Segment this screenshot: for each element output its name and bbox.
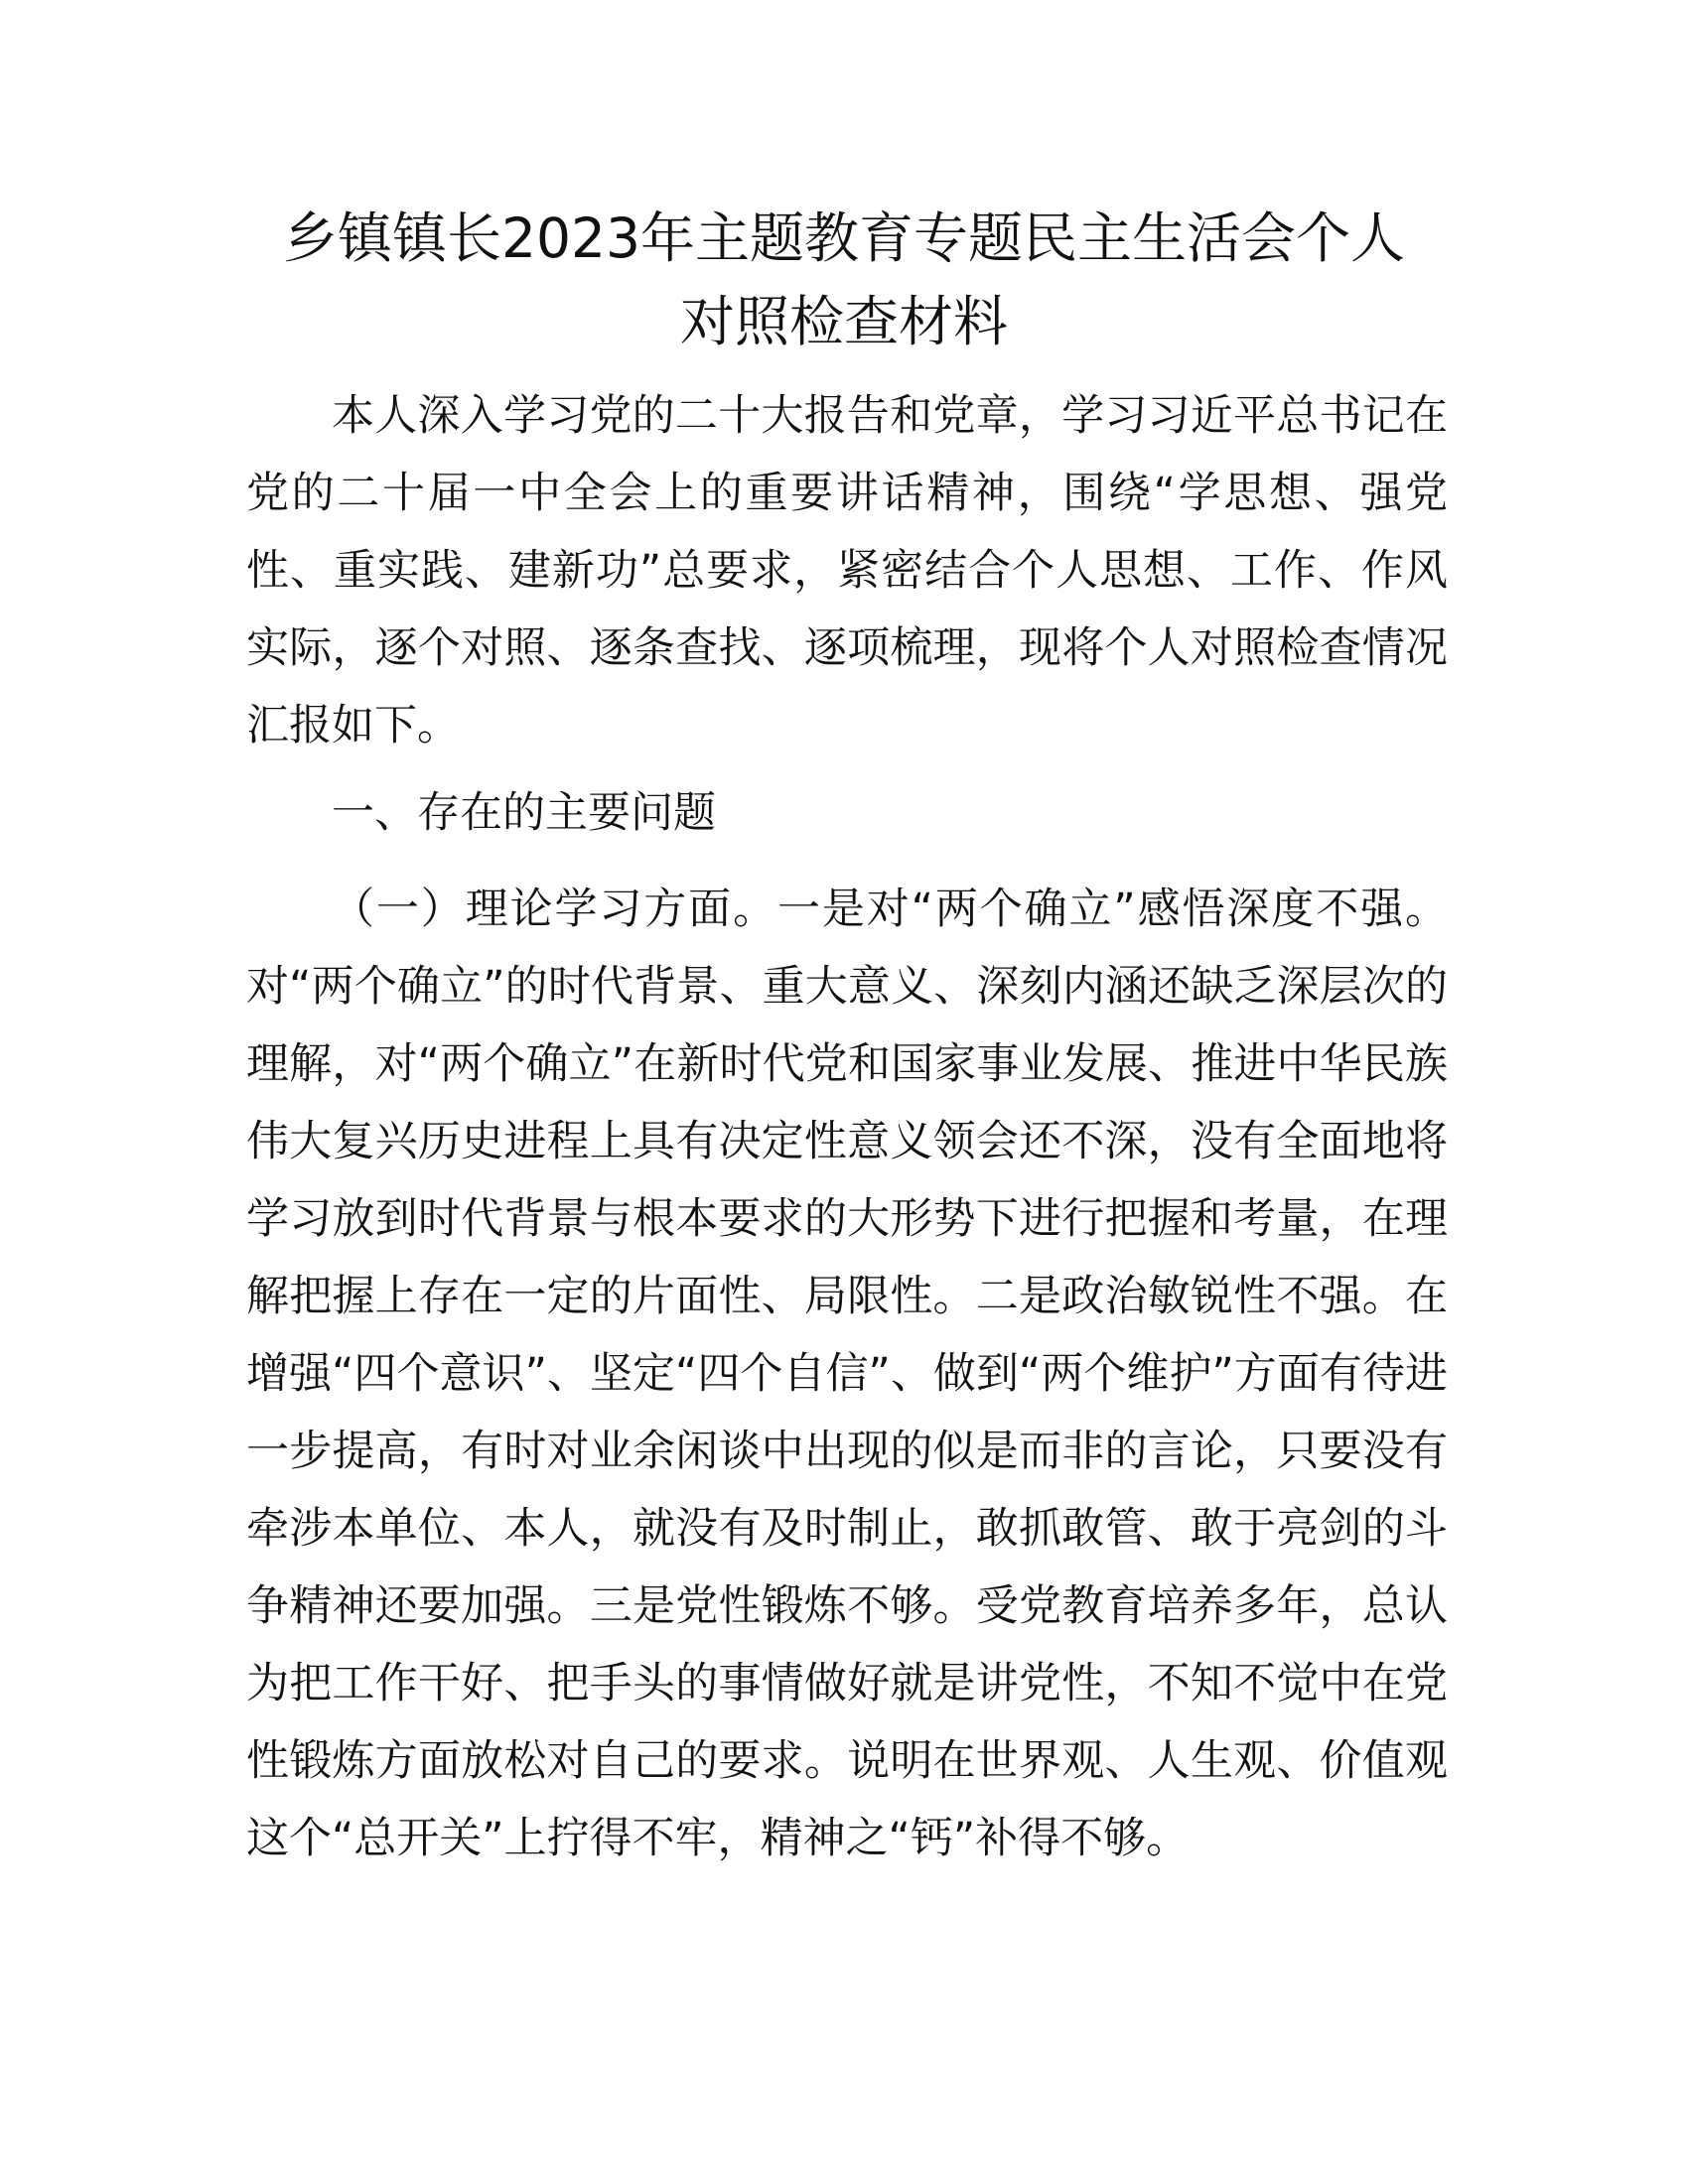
intro-paragraph: 本人深入学习党的二十大报告和党章，学习习近平总书记在党的二十届一中全会上的重要讲话精神，围绕“学思想、强党性、重实践、建新功”总要求，紧密结合个人思想、工作、作风实际，逐个对照、逐条查找、逐项梳理，现将个人对照检查情况汇报如下。 — [246, 391, 1448, 751]
document-title-line-2: 对照检查材料 — [679, 290, 1008, 353]
theory-study-paragraph: （一）理论学习方面。一是对“两个确立”感悟深度不强。对“两个确立”的时代背景、重大意义、深刻内涵还缺乏深层次的理解，对“两个确立”在新时代党和国家事业发展、推进中华民族伟大复兴历史进程上具有决定性意义领会还不深，没有全面地将学习放到时代背景与根本要求的大形势下进行把握和考量，在理解把握上存在一定的片面性、局限性。二是政治敏锐性不强。在增强“四个意识”、坚定“四个自信”、做到“两个维护”方面有待进一步提高，有时对业余闲谈中出现的似是而非的言论，只要没有牵涉本单位、本人，就没有及时制止，敢抓敢管、敢于亮剑的斗争精神还要加强。三是党性锻炼不够。受党教育培养多年，总认为把工作干好、把手头的事情做好就是讲党性，不知不觉中在党性锻炼方面放松对自己的要求。说明在世界观、人生观、价值观这个“总开关”上拧得不牢，精神之“钙”补得不够。 — [246, 885, 1448, 1863]
section-heading: 一、存在的主要问题 — [332, 788, 716, 838]
document-title-line-1: 乡镇镇长2023年主题教育专题民主生活会个人 — [283, 206, 1405, 270]
